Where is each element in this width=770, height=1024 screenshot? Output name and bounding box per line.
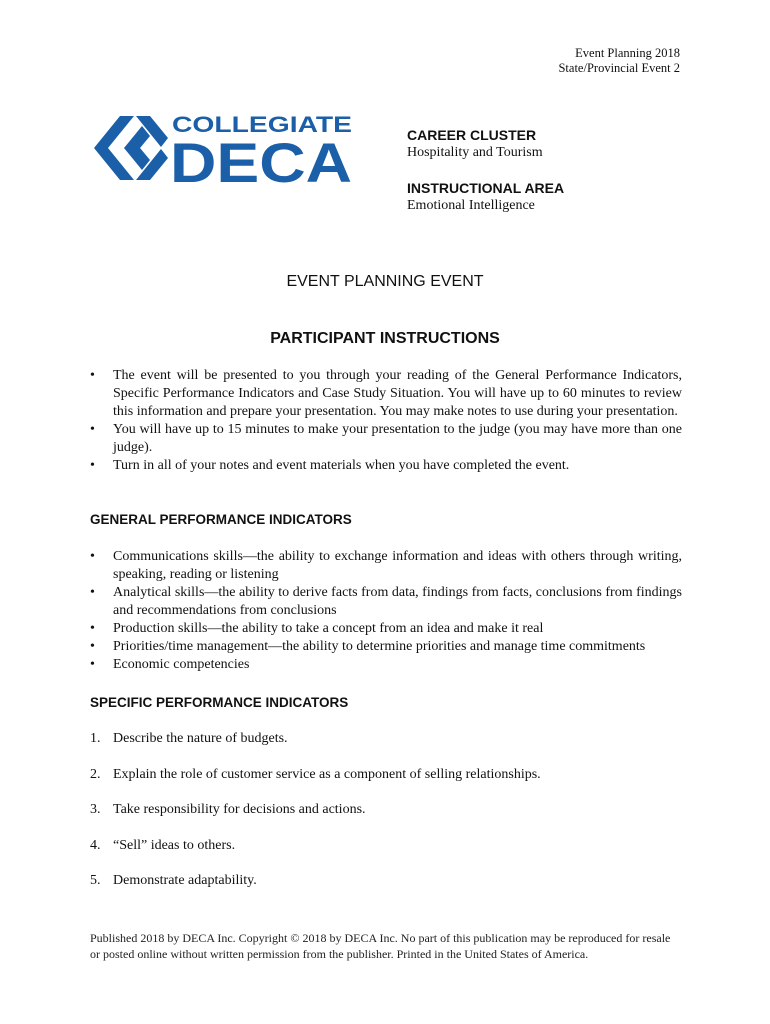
list-item	[90, 837, 682, 855]
list-item: • Analytical skills—the ability to derive facts from data, findings from facts, conclusions from findings and recommendations from conclusions	[90, 584, 682, 620]
list-item: • The event will be presented to you through your reading of the General Performance Indicators, Specific Performance Indicators and Case Study Situation. You will have up to 60 minutes to review this information and prepare your presentation. You may make notes to use during your presentation.	[90, 367, 682, 421]
instructional-area-block	[407, 179, 707, 215]
item-text: Demonstrate adaptability.	[113, 873, 257, 889]
participant-instructions-title: PARTICIPANT INSTRUCTIONS	[270, 330, 500, 347]
item-text: Describe the nature of budgets.	[113, 731, 288, 746]
item-number: 2.	[90, 766, 101, 782]
instructional-area-label: INSTRUCTIONAL AREA	[407, 180, 565, 196]
list-item: • You will have up to 15 minutes to make your presentation to the judge (you may have more than one judge).	[90, 421, 682, 457]
logo-top-text: COLLEGIATE	[172, 112, 352, 137]
general-performance-indicators-title: GENERAL PERFORMANCE INDICATORS	[90, 512, 352, 527]
participant-instructions-list	[90, 367, 682, 475]
specific-performance-indicators-list	[90, 730, 682, 908]
diamond-chevron-logo-icon	[92, 110, 362, 186]
list-item: • Turn in all of your notes and event materials when you have completed the event.	[90, 457, 682, 475]
header-event-level: State/Provincial Event 2	[558, 61, 680, 75]
list-item: • Production skills—the ability to take a concept from an idea and make it real	[90, 620, 682, 638]
item-number: 1.	[90, 731, 101, 746]
item-text: Take responsibility for decisions and actions.	[113, 802, 366, 818]
list-item	[90, 730, 682, 748]
item-text: Explain the role of customer service as a component of selling relationships.	[113, 766, 541, 782]
instructional-area-value: Emotional Intelligence	[407, 198, 535, 213]
item-text: “Sell” ideas to others.	[113, 837, 236, 853]
specific-performance-indicators-title: SPECIFIC PERFORMANCE INDICATORS	[90, 695, 349, 710]
logo-main-text: DECA	[170, 131, 352, 186]
item-number: 5.	[90, 873, 101, 889]
list-item: • Communications skills—the ability to exchange information and ideas with others through writing, speaking, reading or listening	[90, 548, 682, 584]
list-item: • Priorities/time management—the ability to determine priorities and manage time commitments	[90, 638, 682, 656]
item-number: 3.	[90, 802, 101, 818]
header-event-name: Event Planning 2018	[575, 46, 680, 60]
list-item: • Economic competencies	[90, 656, 682, 674]
career-cluster-value: Hospitality and Tourism	[407, 145, 543, 160]
collegiate-deca-logo	[92, 110, 362, 186]
list-item	[90, 801, 682, 819]
list-item	[90, 872, 682, 890]
general-performance-indicators-list	[90, 548, 682, 674]
event-meta	[407, 126, 707, 232]
document-header	[558, 46, 680, 76]
item-number: 4.	[90, 837, 101, 853]
career-cluster-block	[407, 126, 707, 162]
copyright-footer: Published 2018 by DECA Inc. Copyright © 2018 by DECA Inc. No part of this publication may be reproduced for resale or posted online without written permission from the publisher. Printed in the United States of America.	[90, 931, 671, 961]
list-item	[90, 766, 682, 784]
career-cluster-label: CAREER CLUSTER	[407, 127, 537, 143]
event-title: EVENT PLANNING EVENT	[286, 273, 484, 290]
